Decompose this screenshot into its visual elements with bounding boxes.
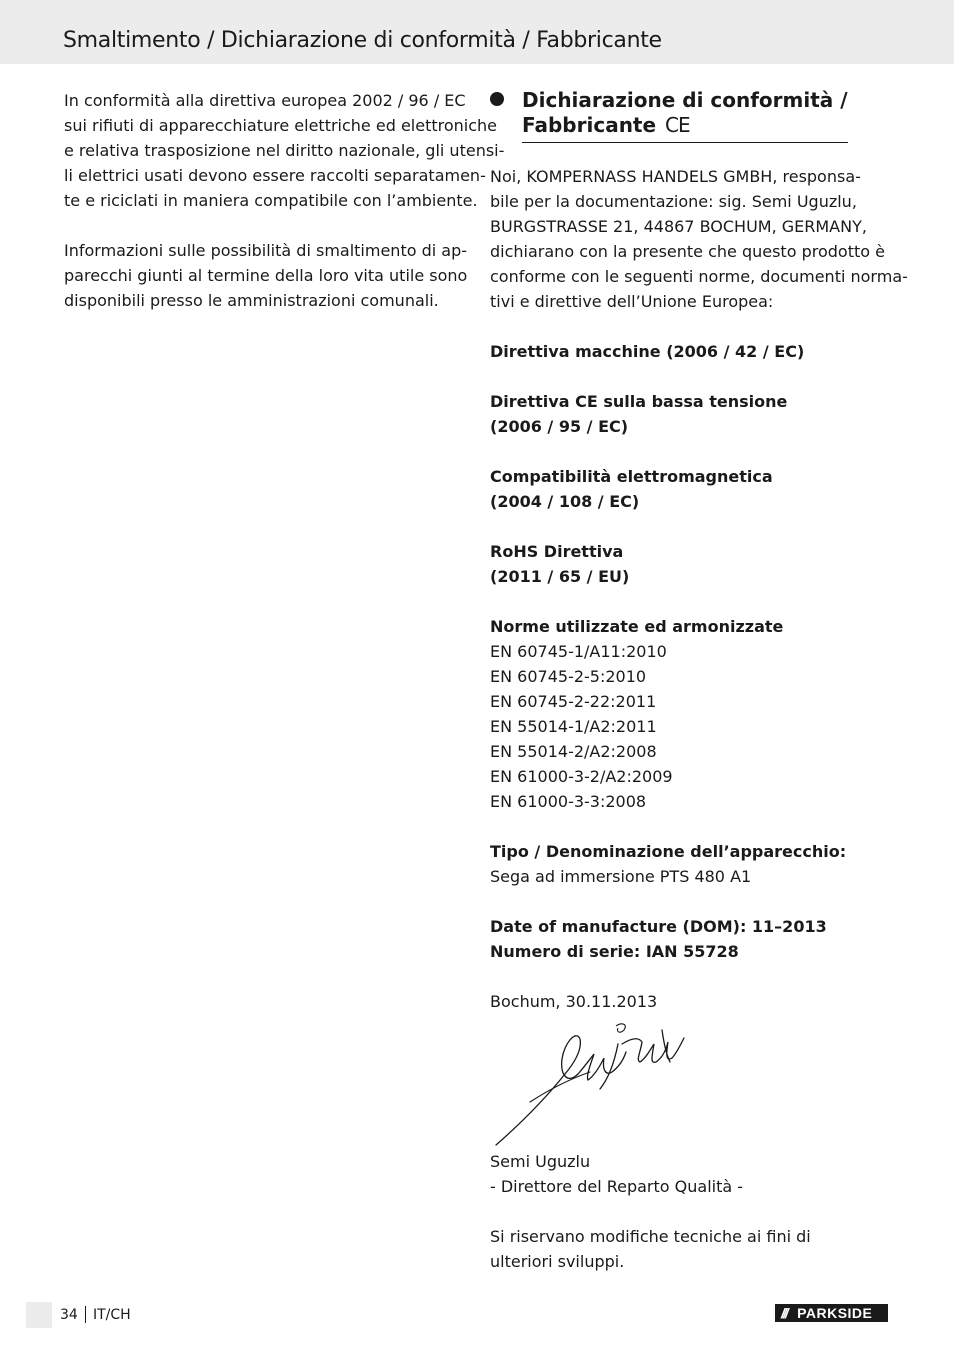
disposal-text-line: e relativa trasposizione nel diritto nazionale, gli utensi- [64,141,505,160]
heading-line: Dichiarazione di conformità / [522,88,848,112]
date-of-manufacture: Date of manufacture (DOM): 11–2013 [490,917,827,936]
bullet-icon [490,92,504,106]
brand-name: PARKSIDE [797,1305,873,1321]
standard-item: EN 55014-2/A2:2008 [490,742,657,761]
intro-line: bile per la documentazione: sig. Semi Uguzlu, [490,192,857,211]
disposal-text-line: In conformità alla direttiva europea 2002 / 96 / EC [64,91,466,110]
page-header [0,0,954,64]
signer-role: - Direttore del Reparto Qualità - [490,1177,744,1196]
standard-item: EN 61000-3-2/A2:2009 [490,767,673,786]
directive-low-voltage: Direttiva CE sulla bassa tensione [490,392,788,411]
intro-line: dichiarano con la presente che questo prodotto è [490,242,885,261]
standard-item: EN 61000-3-3:2008 [490,792,647,811]
device-type-value: Sega ad immersione PTS 480 A1 [490,867,752,886]
disposal-text-line: te e riciclati in maniera compatibile con l’ambiente. [64,191,478,210]
page-number: 34 [60,1307,78,1323]
technical-note: ulteriori sviluppi. [490,1252,625,1271]
intro-line: conforme con le seguenti norme, documenti norma- [490,267,908,286]
directive-emc: Compatibilità elettromagnetica [490,467,773,486]
standard-item: EN 55014-1/A2:2011 [490,717,657,736]
parkside-logo [775,1304,888,1322]
ce-mark-icon: CE [665,113,690,137]
conformity-section [490,88,908,1274]
intro-line: tivi e direttive dell’Unione Europea: [490,292,774,311]
device-type-heading: Tipo / Denominazione dell’apparecchio: [490,842,847,861]
disposal-info-line: Informazioni sulle possibilità di smaltimento di ap- [64,241,468,260]
footer-divider [85,1306,86,1323]
standards-heading: Norme utilizzate ed armonizzate [490,617,784,636]
standard-item: EN 60745-2-22:2011 [490,692,657,711]
page-title: Smaltimento / Dichiarazione di conformità / Fabbricante [63,28,662,53]
disposal-info-line: disponibili presso le amministrazioni comunali. [64,291,439,310]
directive-rohs: RoHS Direttiva [490,542,624,561]
language-code: IT/CH [93,1307,131,1323]
place-date: Bochum, 30.11.2013 [490,992,658,1011]
signer-name: Semi Uguzlu [490,1152,591,1171]
page-marker [26,1302,52,1328]
disposal-text-line: sui rifiuti di apparecchiature elettriche ed elettroniche [64,116,498,135]
signature-image [490,1014,690,1149]
intro-line: Noi, KOMPERNASS HANDELS GMBH, responsa- [490,167,861,186]
standard-item: EN 60745-2-5:2010 [490,667,647,686]
serial-number: Numero di serie: IAN 55728 [490,942,739,961]
directive-emc-number: (2004 / 108 / EC) [490,492,640,511]
directive-rohs-number: (2011 / 65 / EU) [490,567,630,586]
technical-note: Si riservano modifiche tecniche ai fini di [490,1227,811,1246]
directive-machines: Direttiva macchine (2006 / 42 / EC) [490,342,805,361]
disposal-section [64,88,505,313]
intro-line: BURGSTRASSE 21, 44867 BOCHUM, GERMANY, [490,217,867,236]
brand-stripes-icon: /// [781,1305,787,1321]
disposal-text-line: li elettrici usati devono essere raccolti separatamen- [64,166,486,185]
disposal-info-line: parecchi giunti al termine della loro vita utile sono [64,266,468,285]
conformity-heading [490,88,900,143]
directive-low-voltage-number: (2006 / 95 / EC) [490,417,629,436]
standard-item: EN 60745-1/A11:2010 [490,642,667,661]
heading-line: Fabbricante [522,113,657,137]
